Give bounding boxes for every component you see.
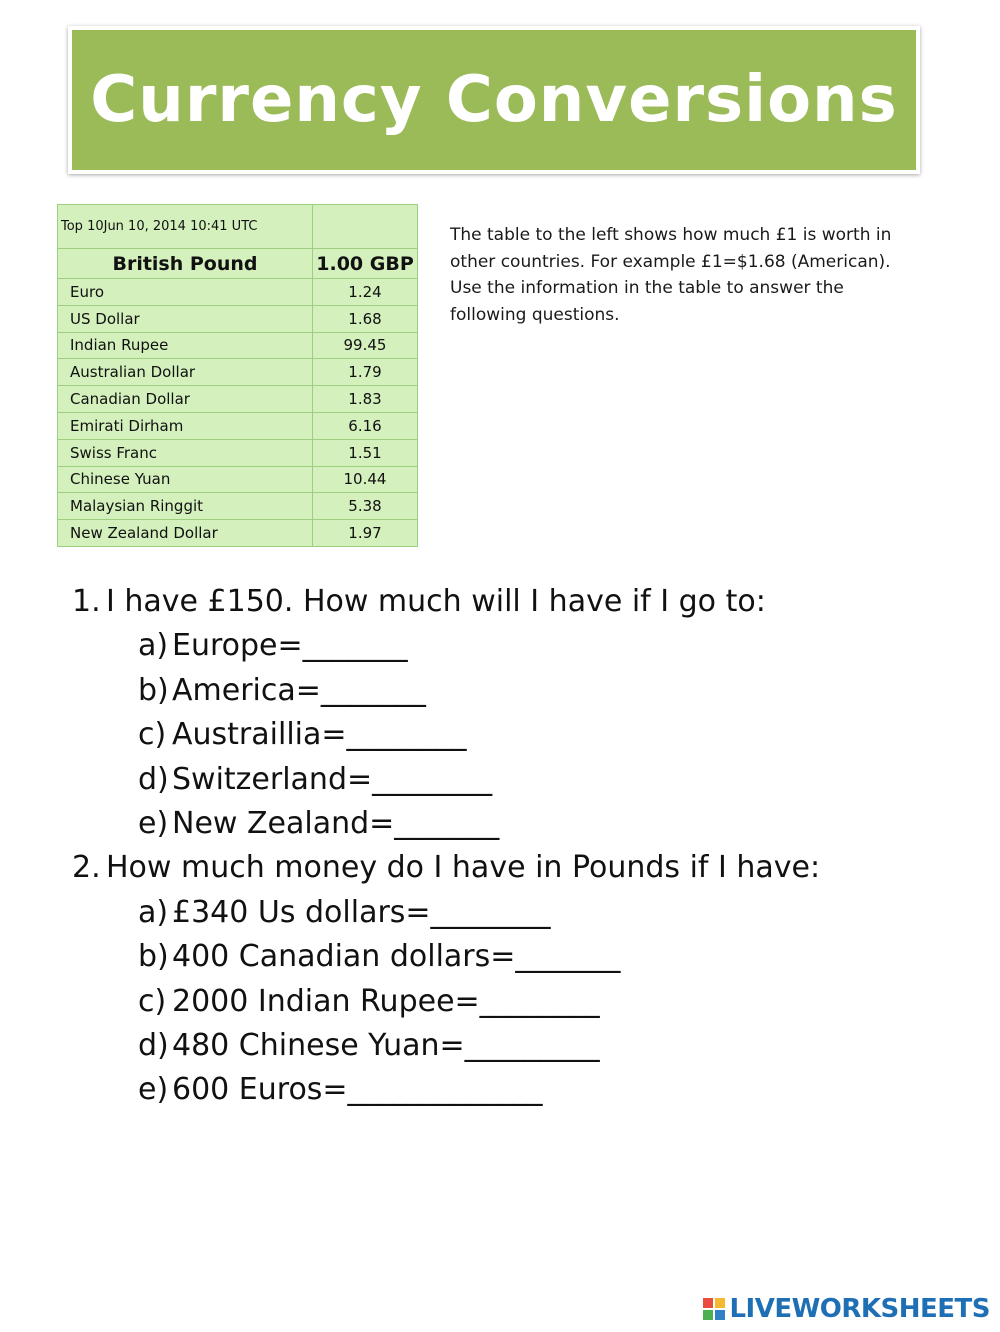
- question-number: 2.: [72, 850, 101, 886]
- currency-name: New Zealand Dollar: [58, 520, 313, 547]
- currency-rate: 1.83: [313, 386, 418, 413]
- item-letter: a): [138, 628, 169, 664]
- answer-item[interactable]: [72, 713, 972, 757]
- item-text: Switzerland=________: [172, 761, 493, 797]
- table-row: [58, 520, 418, 547]
- item-letter: e): [138, 1072, 169, 1108]
- item-text: 480 Chinese Yuan=_________: [172, 1028, 600, 1064]
- liveworksheets-logo-icon: [703, 1298, 725, 1320]
- currency-name: Euro: [58, 279, 313, 306]
- item-text: Europe=_______: [172, 628, 408, 664]
- answer-item[interactable]: [72, 891, 972, 935]
- question-2: [72, 846, 972, 890]
- item-letter: d): [138, 761, 169, 797]
- currency-rate: 1.68: [313, 305, 418, 332]
- table-row: [58, 332, 418, 359]
- currency-rate: 1.97: [313, 520, 418, 547]
- currency-rate: 5.38: [313, 493, 418, 520]
- currency-rate: 6.16: [313, 412, 418, 439]
- question-1: [72, 580, 972, 624]
- footer-brand[interactable]: [703, 1294, 990, 1324]
- currency-name: US Dollar: [58, 305, 313, 332]
- question-number: 1.: [72, 584, 101, 619]
- currency-name: Malaysian Ringgit: [58, 493, 313, 520]
- item-letter: d): [138, 1028, 169, 1064]
- table-row: [58, 493, 418, 520]
- item-letter: a): [138, 894, 169, 930]
- exchange-rate-table: [57, 204, 418, 547]
- currency-name: Australian Dollar: [58, 359, 313, 386]
- table-timestamp: Top 10Jun 10, 2014 10:41 UTC: [58, 205, 313, 249]
- currency-rate: 10.44: [313, 466, 418, 493]
- page-title: Currency Conversions: [90, 63, 898, 137]
- currency-rate: 1.79: [313, 359, 418, 386]
- currency-rate: 99.45: [313, 332, 418, 359]
- currency-rate: 1.24: [313, 279, 418, 306]
- question-text: I have £150. How much will I have if I go to:: [106, 584, 766, 619]
- question-text: How much money do I have in Pounds if I have:: [106, 850, 821, 886]
- item-text: New Zealand=_______: [172, 806, 500, 842]
- currency-name: Swiss Franc: [58, 439, 313, 466]
- currency-name: Emirati Dirham: [58, 412, 313, 439]
- answer-item[interactable]: [72, 758, 972, 802]
- table-row: [58, 412, 418, 439]
- footer-brand-text: LIVEWORKSHEETS: [729, 1294, 990, 1324]
- table-row: [58, 279, 418, 306]
- item-letter: b): [138, 939, 169, 975]
- item-letter: c): [138, 983, 167, 1019]
- table-header-currency: British Pound: [58, 249, 313, 279]
- answer-item[interactable]: [72, 624, 972, 668]
- currency-name: Indian Rupee: [58, 332, 313, 359]
- answer-item[interactable]: [72, 1024, 972, 1068]
- item-text: America=_______: [172, 672, 426, 708]
- table-header-value: 1.00 GBP: [313, 249, 418, 279]
- item-text: Austraillia=________: [172, 717, 467, 753]
- answer-item[interactable]: [72, 980, 972, 1024]
- item-letter: e): [138, 806, 169, 842]
- item-text: £340 Us dollars=________: [172, 894, 551, 930]
- item-letter: b): [138, 672, 169, 708]
- answer-item[interactable]: [72, 802, 972, 846]
- answer-item[interactable]: [72, 1068, 972, 1112]
- question-list: [72, 580, 972, 1113]
- title-banner-fill: [72, 30, 916, 170]
- item-text: 400 Canadian dollars=_______: [172, 939, 621, 975]
- table-row: [58, 386, 418, 413]
- table-timestamp-row: [58, 205, 418, 249]
- table-row: [58, 466, 418, 493]
- answer-item[interactable]: [72, 935, 972, 979]
- table-header-row: [58, 249, 418, 279]
- table-timestamp-blank: [313, 205, 418, 249]
- table-row: [58, 439, 418, 466]
- currency-rate: 1.51: [313, 439, 418, 466]
- table-row: [58, 305, 418, 332]
- item-text: 600 Euros=_____________: [172, 1072, 543, 1108]
- currency-name: Chinese Yuan: [58, 466, 313, 493]
- answer-item[interactable]: [72, 669, 972, 713]
- item-letter: c): [138, 717, 167, 753]
- table-row: [58, 359, 418, 386]
- instructions-text: The table to the left shows how much £1 is worth in other countries. For example £1=$1.68 (American). Use the information in the table to answer the following questions.: [450, 225, 892, 325]
- item-text: 2000 Indian Rupee=________: [172, 983, 600, 1019]
- currency-name: Canadian Dollar: [58, 386, 313, 413]
- title-banner: [68, 26, 920, 174]
